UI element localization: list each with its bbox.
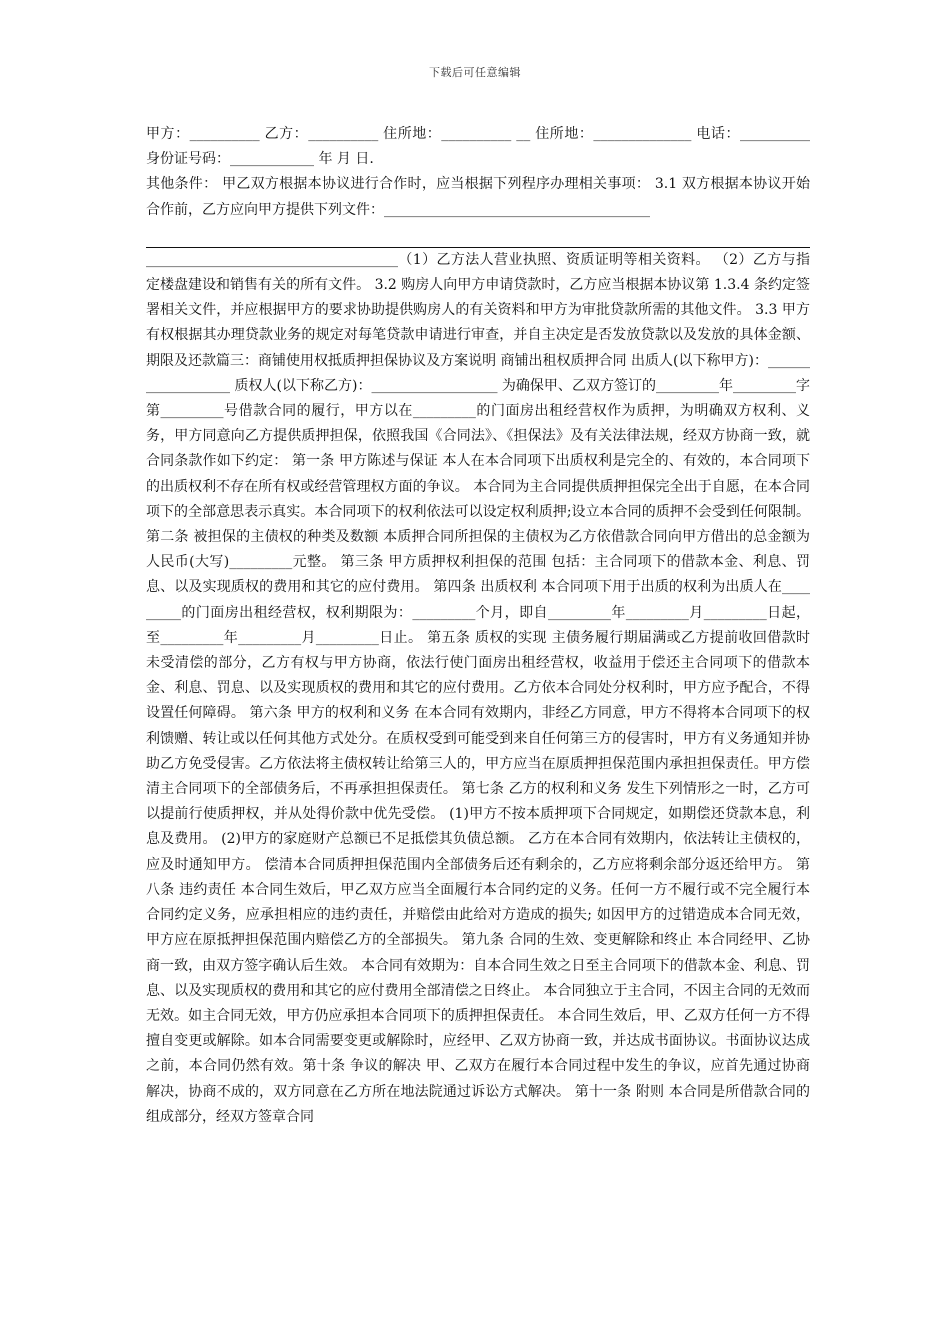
page-header-caption: 下载后可任意编辑 [429, 66, 521, 79]
blank-fill-line [146, 223, 810, 248]
contract-paragraph-1a: 其他条件： 甲乙双方根据本协议进行合作时，应当根据下列程序办理相关事项： 3.1 双方根据本协议开始合作前，乙方应向甲方提供下列文件：______________________________________ [146, 176, 810, 218]
document-body [146, 122, 810, 1130]
contract-paragraph-1b: ____________________________________（1）乙方法人营业执照、资质证明等相关资料。 （2）乙方与指定楼盘建设和销售有关的所有文件。 3.2 购房人向甲方申请贷款时，乙方应当根据本协议第 1.3.4 条约定签署相关文件，并应根据甲方的要求协助提供购房人的有关资料和甲方为审批贷款所需的其他文件。 3.3 甲方有权根据其办理贷款业务的规定对每笔贷款申请进行审查，并自主决定是否发放贷款以及发放的具体金额、期限及还款篇三：商铺使用权抵质押担保协议及方案说明 商铺出租权质押合同 出质人(以下称甲方)：__________________ 质权人(以下称乙方)：__________________ 为确保甲、乙双方签订的_________年_________字第_________号借款合同的履行，甲方以在_________的门面房出租经营权作为质押，为明确双方权利、义务，甲方同意向乙方提供质押担保，依照我国《合同法》、《担保法》及有关法律法规，经双方协商一致，就合同条款作如下约定： 第一条 甲方陈述与保证 本人在本合同项下出质权利是完全的、有效的，本合同项下的出质权利不存在所有权或经营管理权方面的争议。 本合同为主合同提供质押担保完全出于自愿，在本合同项下的全部意思表示真实。本合同项下的权利依法可以设定权利质押;设立本合同的质押不会受到任何限制。 第二条 被担保的主债权的种类及数额 本质押合同所担保的主债权为乙方依借款合同向甲方借出的总金额为人民币(大写)_________元整。 第三条 甲方质押权利担保的范围 包括：主合同项下的借款本金、利息、罚息、以及实现质权的费用和其它的应付费用。 第四条 出质权利 本合同项下用于出质的权利为出质人在_________的门面房出租经营权，权利期限为：_________个月，即自_________年_________月_________日起，至_________年_________月_________日止。 第五条 质权的实现 主债务履行期届满或乙方提前收回借款时未受清偿的部分，乙方有权与甲方协商，依法行使门面房出租经营权，收益用于偿还主合同项下的借款本金、利息、罚息、以及实现质权的费用和其它的应付费用。乙方依本合同处分权利时，甲方应予配合，不得设置任何障碍。 第六条 甲方的权利和义务 在本合同有效期内，非经乙方同意，甲方不得将本合同项下的权利馈赠、转让或以任何其他方式处分。在质权受到可能受到来自任何第三方的侵害时，甲方有义务通知并协助乙方免受侵害。乙方依法将主债权转让给第三人的，甲方应当在原质押担保范围内承担担保责任。甲方偿清主合同项下的全部债务后，不再承担担保责任。 第七条 乙方的权利和义务 发生下列情形之一时，乙方可以提前行使质押权，并从处得价款中优先受偿。 (1)甲方不按本质押项下合同规定，如期偿还贷款本息，利息及费用。 (2)甲方的家庭财产总额已不足抵偿其负债总额。 乙方在本合同有效期内，依法转让主债权的，应及时通知甲方。 偿清本合同质押担保范围内全部债务后还有剩余的，乙方应将剩余部分返还给甲方。 第八条 违约责任 本合同生效后，甲乙双方应当全面履行本合同约定的义务。任何一方不履行或不完全履行本合同约定义务，应承担相应的违约责任，并赔偿由此给对方造成的损失; 如因甲方的过错造成本合同无效，甲方应在原抵押担保范围内赔偿乙方的全部损失。 第九条 合同的生效、变更解除和终止 本合同经甲、乙协商一致，由双方签字确认后生效。 本合同有效期为：自本合同生效之日至主合同项下的借款本金、利息、罚息、以及实现质权的费用和其它的应付费用全部清偿之日终止。 本合同独立于主合同，不因主合同的无效而无效。如主合同无效，甲方仍应承担本合同项下的质押担保责任。 本合同生效后，甲、乙双方任何一方不得擅自变更或解除。如本合同需要变更或解除时，应经甲、乙双方协商一致，并达成书面协议。书面协议达成之前，本合同仍然有效。第十条 争议的解决 甲、乙双方在履行本合同过程中发生的争议，应首先通过协商解决，协商不成的，双方同意在乙方所在地法院通过诉讼方式解决。 第十一条 附则 本合同是所借款合同的组成部分，经双方签章合同 [146, 251, 810, 1125]
parties-info-line: 甲方：__________ 乙方：__________ 住所地：__________ __ 住所地：______________ 电话：__________ 身份证号码：____________ 年 月 日. [146, 126, 810, 168]
